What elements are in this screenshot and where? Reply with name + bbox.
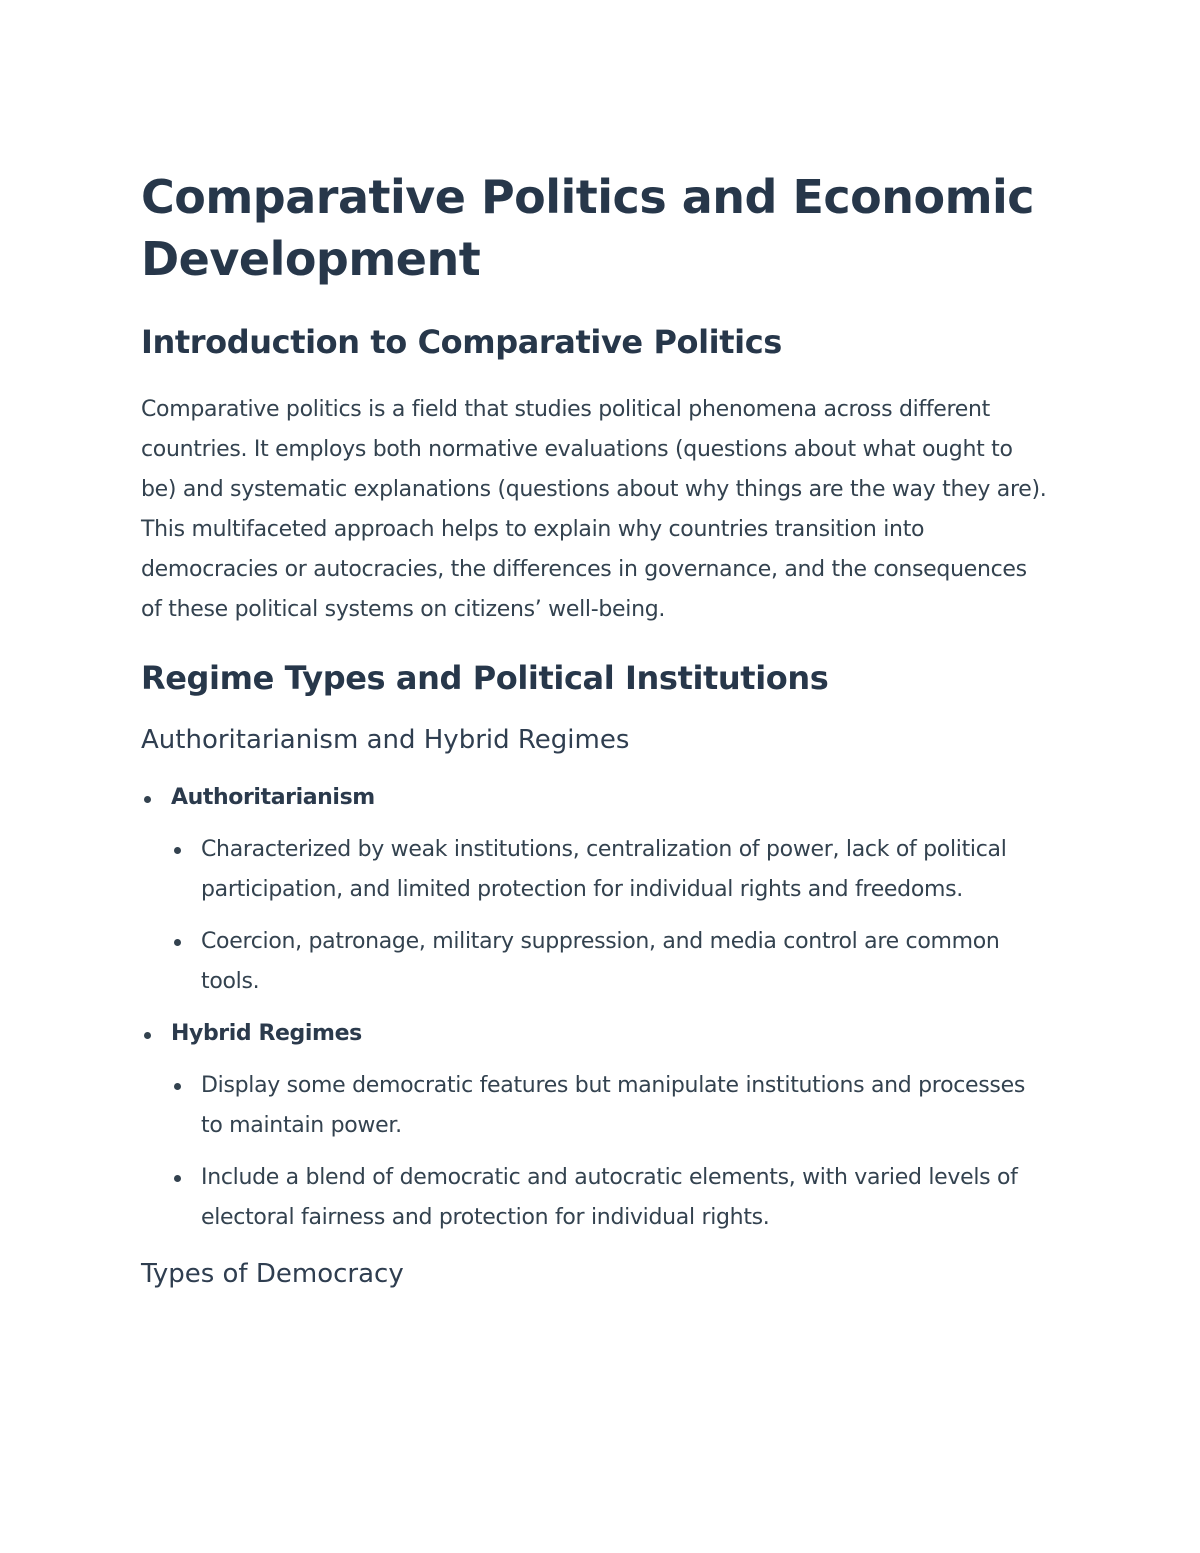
intro-paragraph: Comparative politics is a field that studies political phenomena across different countries. It employs both normative evaluations (questions about what ought to be) and systematic explanations (questions about why things are the way they are). This multifaceted approach helps to explain why countries transition into democracies or autocracies, the differences in governance, and the consequences of these political systems on citizens’ well-being. xyxy=(141,397,1047,622)
regime-list xyxy=(141,778,1051,1238)
list-item xyxy=(171,1158,1051,1238)
list-item-text: Characterized by weak institutions, centralization of power, lack of political participation, and limited protection for individual rights and freedoms. xyxy=(201,837,1007,902)
subsection-heading-types-of-democracy: Types of Democracy xyxy=(141,1259,404,1289)
list-item-text: Coercion, patronage, military suppression, and media control are common tools. xyxy=(201,929,1000,994)
document-title: Comparative Politics and Economic Development xyxy=(141,170,1035,286)
list-item-authoritarianism xyxy=(141,778,1051,1002)
list-item xyxy=(171,830,1051,910)
bullet-icon xyxy=(174,847,181,854)
list-item-text: Display some democratic features but manipulate institutions and processes to maintain power. xyxy=(201,1073,1025,1138)
bullet-icon xyxy=(174,1083,181,1090)
list-item xyxy=(171,1066,1051,1146)
hybrid-regimes-points xyxy=(171,1066,1051,1238)
list-item-text: Include a blend of democratic and autocratic elements, with varied levels of electoral fairness and protection for individual rights. xyxy=(201,1165,1018,1230)
list-item xyxy=(171,922,1051,1002)
list-item-label: Hybrid Regimes xyxy=(171,1021,362,1046)
section-heading-intro: Introduction to Comparative Politics xyxy=(141,323,782,361)
subsection-heading-authoritarianism-hybrid: Authoritarianism and Hybrid Regimes xyxy=(141,725,630,755)
document-page xyxy=(141,166,1051,1292)
authoritarianism-points xyxy=(171,830,1051,1002)
bullet-icon xyxy=(144,1032,151,1039)
section-heading-regime-types: Regime Types and Political Institutions xyxy=(141,659,829,697)
list-item-hybrid-regimes xyxy=(141,1014,1051,1238)
bullet-icon xyxy=(174,939,181,946)
list-item-label: Authoritarianism xyxy=(171,785,375,810)
bullet-icon xyxy=(144,796,151,803)
bullet-icon xyxy=(174,1175,181,1182)
